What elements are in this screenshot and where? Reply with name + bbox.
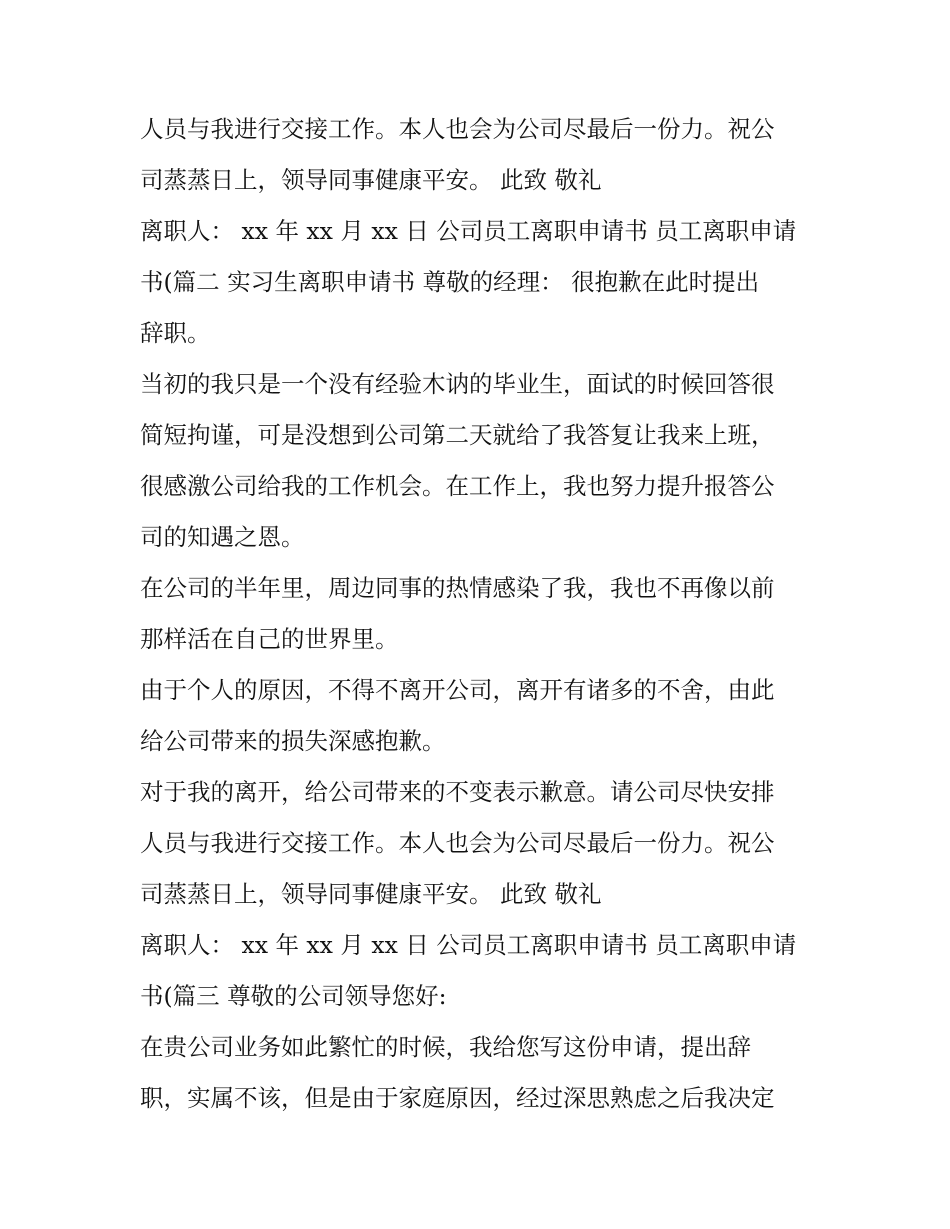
text-line: 对于我的离开，给公司带来的不变表示歉意。请公司尽快安排 (140, 778, 775, 806)
text-line: 辞职。 (140, 319, 211, 347)
text-line: 书(篇三 尊敬的公司领导您好: (140, 982, 447, 1010)
text-line: 简短拘谨，可是没想到公司第二天就给了我答复让我来上班， (140, 421, 775, 449)
text-line: 职，实属不该，但是由于家庭原因，经过深思熟虑之后我决定 (140, 1084, 775, 1112)
text-line: 在贵公司业务如此繁忙的时候，我给您写这份申请，提出辞 (140, 1033, 751, 1061)
text-line: 离职人： xx 年 xx 月 xx 日 公司员工离职申请书 员工离职申请 (140, 931, 797, 959)
text-line: 当初的我只是一个没有经验木讷的毕业生，面试的时候回答很 (140, 370, 775, 398)
text-line: 那样活在自己的世界里。 (140, 625, 399, 653)
text-line: 司蒸蒸日上，领导同事健康平安。 此致 敬礼 (140, 880, 602, 908)
text-line: 由于个人的原因，不得不离开公司，离开有诸多的不舍，由此 (140, 676, 775, 704)
text-line: 离职人： xx 年 xx 月 xx 日 公司员工离职申请书 员工离职申请 (140, 217, 797, 245)
text-line: 书(篇二 实习生离职申请书 尊敬的经理： 很抱歉在此时提出 (140, 268, 760, 296)
text-line: 人员与我进行交接工作。本人也会为公司尽最后一份力。祝公 (140, 115, 775, 143)
text-line: 在公司的半年里，周边同事的热情感染了我，我也不再像以前 (140, 574, 775, 602)
text-line: 很感激公司给我的工作机会。在工作上，我也努力提升报答公 (140, 472, 775, 500)
document-body (140, 104, 820, 1124)
text-line: 司蒸蒸日上，领导同事健康平安。 此致 敬礼 (140, 166, 602, 194)
text-line: 给公司带来的损失深感抱歉。 (140, 727, 446, 755)
text-line: 司的知遇之恩。 (140, 523, 305, 551)
text-line: 人员与我进行交接工作。本人也会为公司尽最后一份力。祝公 (140, 829, 775, 857)
